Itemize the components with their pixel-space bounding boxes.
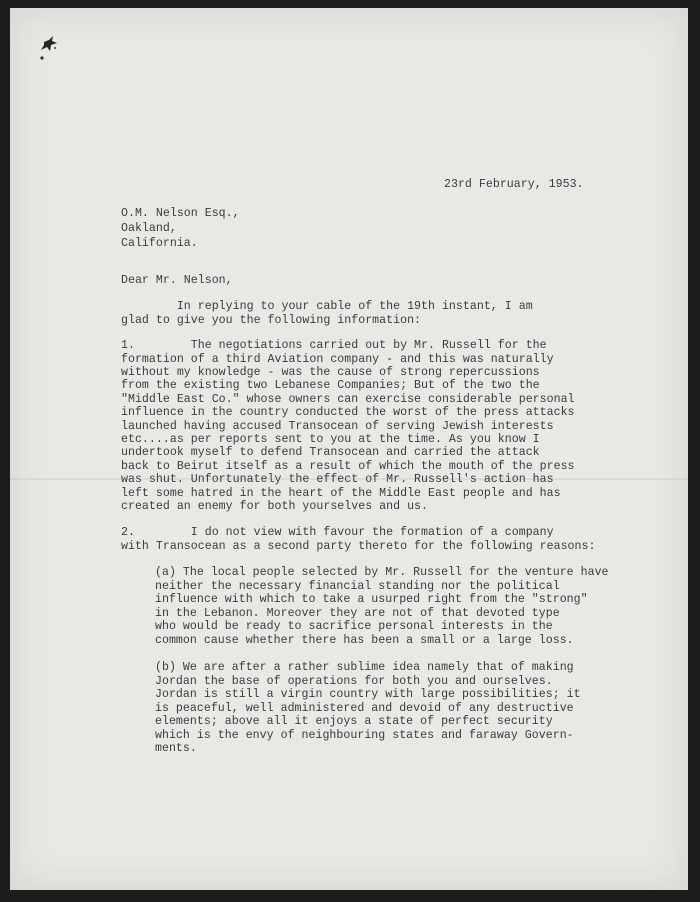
reason-a-line: who would be ready to sacrifice personal interests in the [155,620,553,633]
letter-date: 23rd February, 1953. [444,178,584,191]
section1-line: 1. The negotiations carried out by Mr. Russell for the [121,339,547,352]
reason-b-line: Jordan is still a virgin country with large possibilities; it [155,688,581,701]
reason-a-line: neither the necessary financial standing nor the political [155,580,560,593]
reason-a-line: common cause whether there has been a small or a large loss. [155,634,574,647]
reason-b-line: ments. [155,742,197,755]
section1-line: formation of a third Aviation company - and this was naturally [121,353,554,366]
reason-b-line: (b) We are after a rather sublime idea namely that of making [155,661,574,674]
section1-line: undertook myself to defend Transocean and carried the attack [121,446,540,459]
reason-b-line: is peaceful, well administered and devoid of any destructive [155,702,574,715]
recipient-state: California. [121,237,198,250]
section1-line: influence in the country conducted the worst of the press attacks [121,406,575,419]
reason-a-line: in the Lebanon. Moreover they are not of that devoted type [155,607,560,620]
section1-line: etc....as per reports sent to you at the time. As you know I [121,433,540,446]
reason-a-line: influence with which to take a usurped right from the "strong" [155,593,588,606]
section1-line: from the existing two Lebanese Companies; But of the two the [121,379,540,392]
section1-line: without my knowledge - was the cause of strong repercussions [121,366,540,379]
salutation: Dear Mr. Nelson, [121,274,233,287]
reason-b-line: Jordan the base of operations for both you and ourselves. [155,675,553,688]
intro-line: In replying to your cable of the 19th instant, I am [121,300,533,313]
reason-a-line: (a) The local people selected by Mr. Russell for the venture have [155,566,609,579]
section1-line: launched having accused Transocean of serving Jewish interests [121,420,554,433]
section1-line: back to Beirut itself as a result of which the mouth of the press [121,460,575,473]
recipient-city: Oakland, [121,222,177,235]
section2-line: 2. I do not view with favour the formation of a company [121,526,554,539]
ink-blot-mark [38,34,60,62]
section1-line: left some hatred in the heart of the Middle East people and has [121,487,561,500]
section2-line: with Transocean as a second party thereto for the following reasons: [121,540,596,553]
reason-b-line: elements; above all it enjoys a state of perfect security [155,715,553,728]
section1-line: was shut. Unfortunately the effect of Mr. Russell's action has [121,473,554,486]
letter-page [10,8,688,890]
section1-line: "Middle East Co." whose owners can exercise considerable personal [121,393,575,406]
intro-line: glad to give you the following information: [121,314,422,327]
recipient-name: O.M. Nelson Esq., [121,207,240,220]
section1-line: created an enemy for both yourselves and us. [121,500,429,513]
reason-b-line: which is the envy of neighbouring states and faraway Govern- [155,729,574,742]
